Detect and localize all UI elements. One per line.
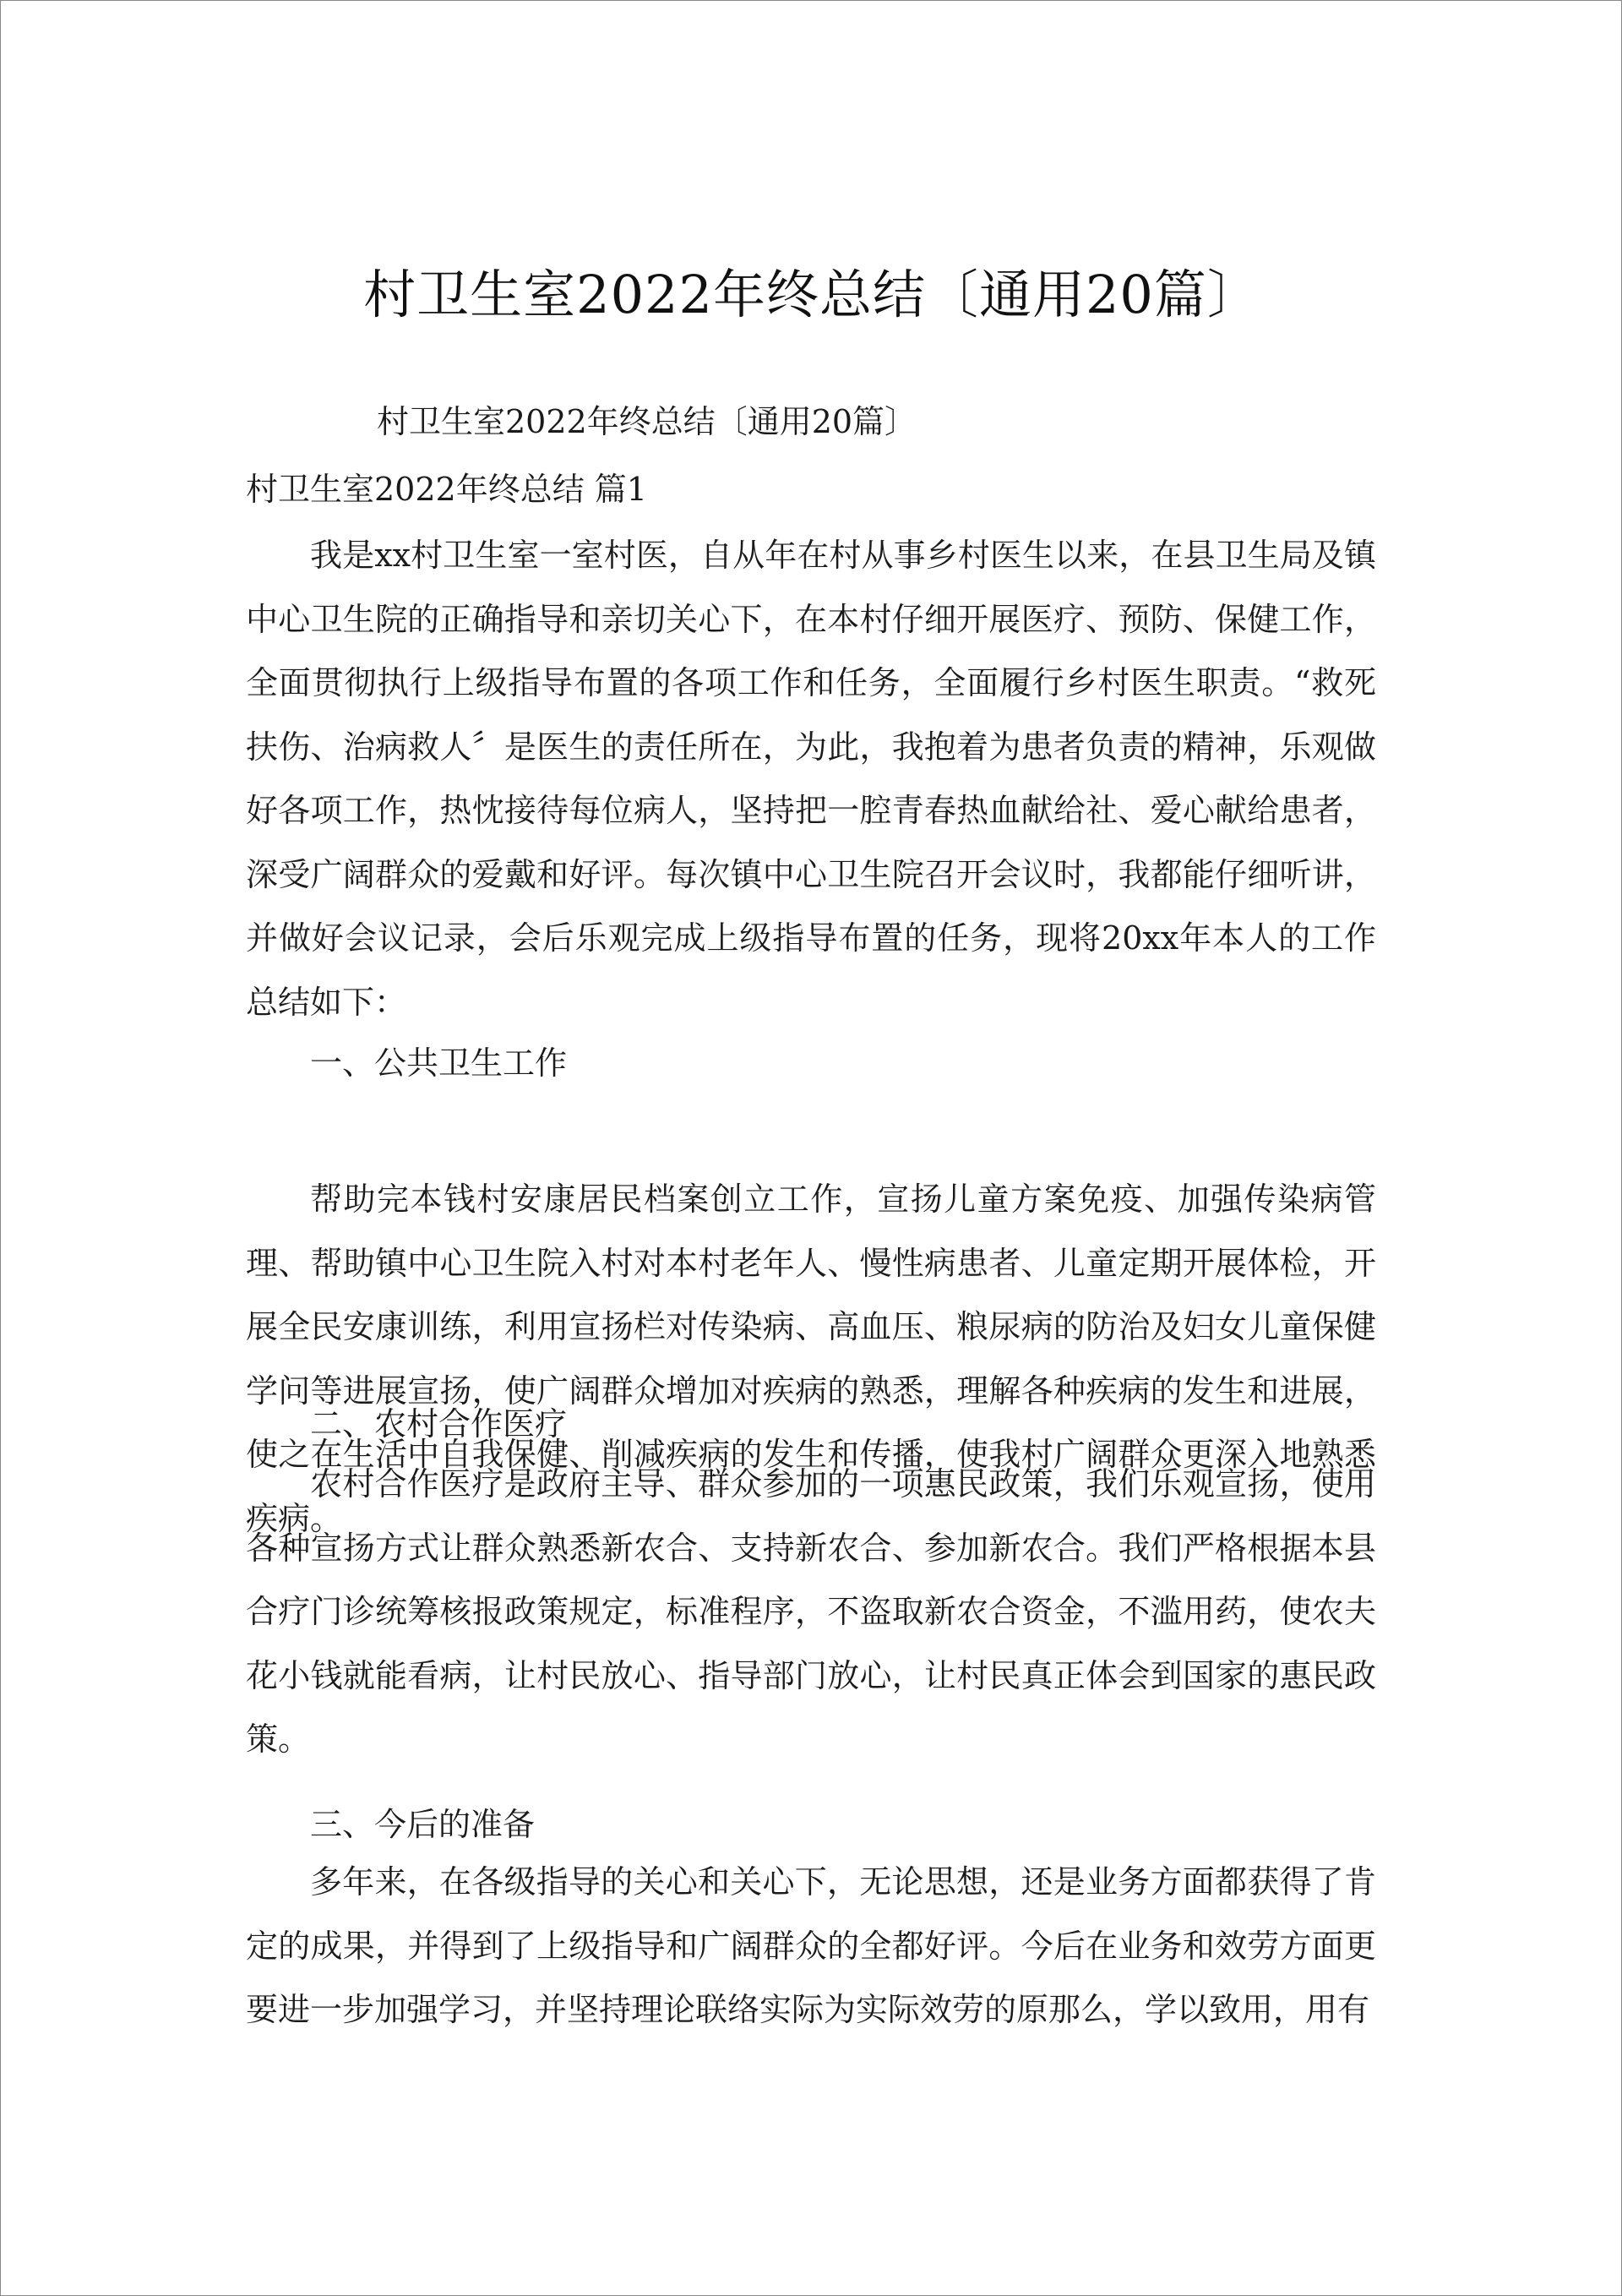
paragraph-intro: 我是xx村卫生室一室村医，自从年在村从事乡村医生以来，在县卫生局及镇中心卫生院的正确指导和亲切关心下，在本村仔细开展医疗、预防、保健工作，全面贯彻执行上级指导布置的各项工作和任务，全面履行乡村医生职责。“救死扶伤、治病救人〞是医生的责任所在，为此，我抱着为患者负责的精神，乐观做好各项工作，热忱接待每位病人，坚持把一腔青春热血献给社、爱心献给患者，深受广阔群众的爱戴和好评。每次镇中心卫生院召开会议时，我都能仔细听讲，并做好会议记录，会后乐观完成上级指导布置的任务，现将20xx年本人的工作总结如下： [246, 537, 1376, 1021]
paragraph-rural-cooperative-medical: 农村合作医疗是政府主导、群众参加的一项惠民政策，我们乐观宣扬，使用各种宣扬方式让群众熟悉新农合、支持新农合、参加新农合。我们严格根据本县合疗门诊统筹核报政策规定，标准程序，不盗取新农合资金，不滥用药，使农夫花小钱就能看病，让村民放心、指导部门放心，让村民真正体会到国家的惠民政策。 [246, 1465, 1376, 1758]
paragraph-future-plans: 多年来，在各级指导的关心和关心下，无论思想，还是业务方面都获得了肯定的成果，并得到了上级指导和广阔群众的全都好评。今后在业务和效劳方面更要进一步加强学习，并坚持理论联络实际为实际效劳的原那么，学以致用，用有 [246, 1863, 1376, 2028]
heading-public-health: 一、公共卫生工作 [310, 1044, 568, 1082]
paragraph-public-health: 帮助完本钱村安康居民档案创立工作，宣扬儿童方案免疫、加强传染病管理、帮助镇中心卫生院入村对本村老年人、慢性病患者、儿童定期开展体检，开展全民安康训练，利用宣扬栏对传染病、高血压、粮尿病的防治及妇女儿童保健学问等进展宣扬，使广阔群众增加对疾病的熟悉，理解各种疾病的发生和进展，使之在生活中自我保健、削减疾病的发生和传播，使我村广阔群众更深入地熟悉疾病。 [246, 1181, 1376, 1537]
document-subtitle: 村卫生室2022年终总结〔通用20篇〕 [377, 403, 917, 440]
heading-rural-cooperative-medical: 二、农村合作医疗 [310, 1405, 568, 1442]
section-heading: 村卫生室2022年终总结 篇1 [246, 471, 647, 508]
document-title: 村卫生室2022年终总结〔通用20篇〕 [363, 264, 1260, 325]
heading-future-plans: 三、今后的准备 [310, 1806, 536, 1843]
